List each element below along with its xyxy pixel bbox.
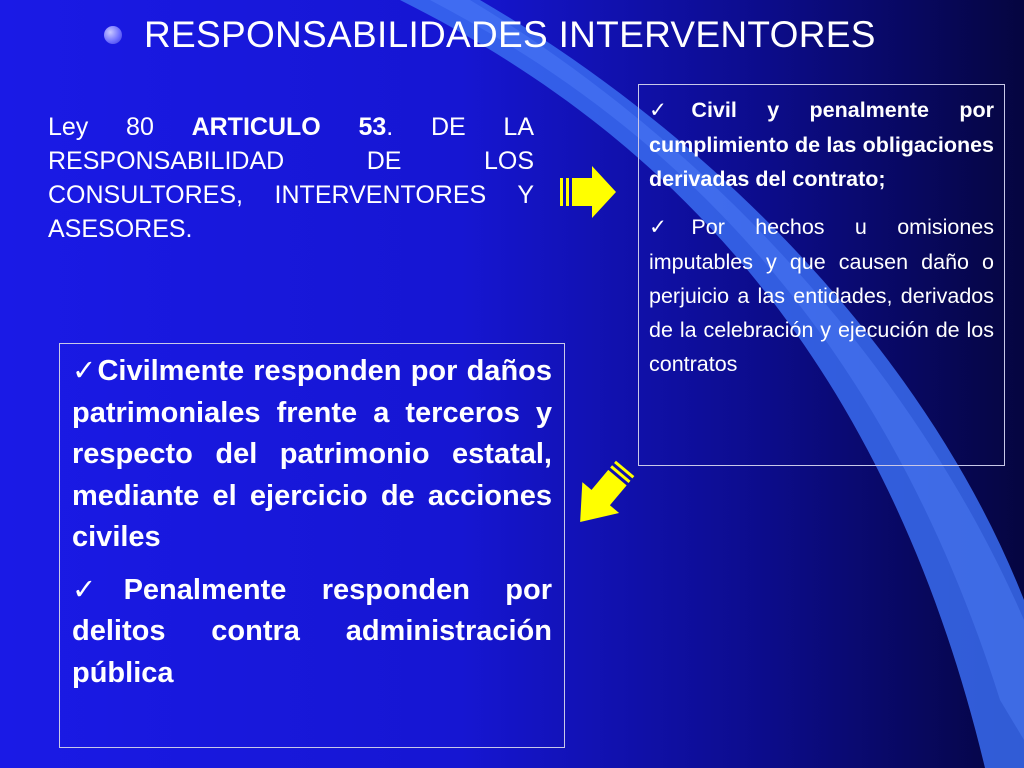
list-item: ✓Civil y penalmente por cumplimiento de las obligaciones derivadas del contrato; xyxy=(649,98,994,191)
checkmark-icon: ✓ xyxy=(649,215,692,240)
list-item: ✓Por hechos u omisiones imputables y que causen daño o perjuicio a las entidades, derivados de la celebración y ejecución de los contratos xyxy=(649,215,994,376)
list-item: ✓Penalmente responden por delitos contra administración pública xyxy=(72,571,552,689)
law-article: ARTICULO 53 xyxy=(191,113,387,141)
arrow-right-icon xyxy=(556,164,618,220)
left-responsibilities-box xyxy=(59,343,565,748)
checkmark-icon: ✓ xyxy=(649,98,692,123)
checkmark-icon: ✓ xyxy=(72,353,98,387)
law-text-part3: . DE LA RESPONSABILIDAD DE LOS CONSULTORES, INTERVENTORES Y ASESORES. xyxy=(48,113,534,243)
checkmark-icon: ✓ xyxy=(72,571,124,606)
law-reference xyxy=(48,110,534,246)
arrow-down-left-icon xyxy=(566,458,638,534)
law-text-part1: Ley 80 xyxy=(48,113,192,141)
list-item: ✓Civilmente responden por daños patrimoniales frente a terceros y respecto del patrimonio estatal, mediante el ejercicio de acciones civiles xyxy=(72,353,552,553)
right-responsibilities-box xyxy=(638,84,1005,466)
page-title: RESPONSABILIDADES INTERVENTORES xyxy=(144,14,876,55)
title-bullet-icon xyxy=(104,26,122,44)
title-row xyxy=(104,14,876,56)
